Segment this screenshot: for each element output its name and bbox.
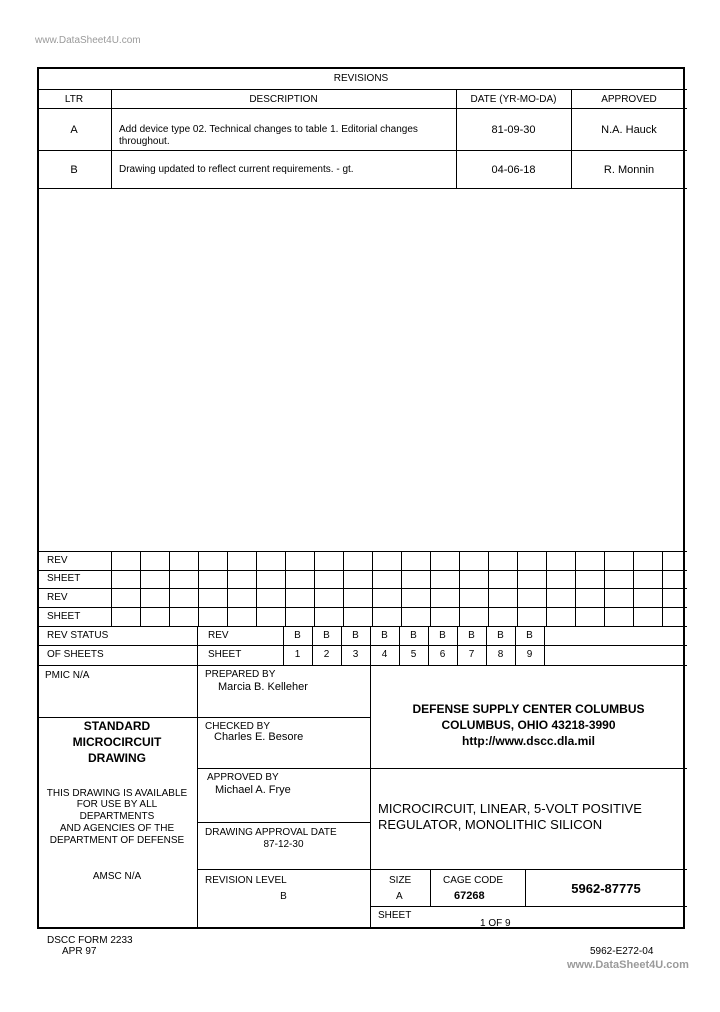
org-url[interactable]: http://www.dscc.dla.mil [462,734,595,748]
pmic-label: PMIC N/A [45,670,90,681]
sheet-number: 7 [468,649,475,660]
grid-line [517,551,518,626]
rev-status-value: B [294,630,301,641]
availability-note: DEPARTMENTS [79,811,155,822]
sheet-number: 1 [294,649,301,660]
rev-date: 04-06-18 [491,164,536,176]
rev-approved: N.A. Hauck [601,124,657,136]
prepared-by-label: PREPARED BY [205,669,276,680]
amsc-label: AMSC N/A [92,871,142,882]
grid-line [198,551,199,626]
drawing-number: 5962-87775 [571,881,641,896]
standard-title: DRAWING [88,751,146,765]
grid-sheet-label: SHEET [47,573,81,584]
rev-description: Add device type 02. Technical changes to table 1. Editorial changes [119,124,418,135]
grid-line [197,626,198,665]
revision-level-label: REVISION LEVEL [205,875,287,886]
grid-line [227,551,228,626]
standard-title: STANDARD [83,719,151,733]
divider [370,768,687,769]
divider [37,665,687,666]
sheet-number: 5 [410,649,417,660]
sheet-of: 1 OF 9 [480,918,511,929]
grid-line [256,551,257,626]
status-sheet-label: SHEET [208,649,242,660]
availability-note: AND AGENCIES OF THE [59,823,175,834]
rev-status-value: B [381,630,388,641]
header-description: DESCRIPTION [249,94,318,105]
checked-by-label: CHECKED BY [205,721,271,732]
size-value: A [396,891,403,902]
drawing-title: REGULATOR, MONOLITHIC SILICON [378,817,603,832]
sheet-number: 3 [352,649,359,660]
grid-sheet-label: SHEET [47,611,81,622]
sheet-number: 9 [526,649,533,660]
rev-status-value: B [526,630,533,641]
grid-rev-label: REV [47,555,68,566]
availability-note: FOR USE BY ALL [76,799,158,810]
divider [197,768,370,769]
grid-line [37,570,687,571]
divider [430,869,431,906]
sheet-number: 4 [381,649,388,660]
divider [197,822,370,823]
grid-line [459,551,460,626]
sheet-number: 6 [439,649,446,660]
org-name: DEFENSE SUPPLY CENTER COLUMBUS [412,702,645,716]
grid-line [430,551,431,626]
rev-ltr: A [70,124,78,136]
divider [197,869,687,870]
grid-line [37,551,687,552]
rev-ltr: B [70,164,78,176]
grid-line [662,551,663,626]
approved-by-label: APPROVED BY [207,772,279,783]
availability-note: DEPARTMENT OF DEFENSE [49,835,185,846]
org-address: COLUMBUS, OHIO 43218-3990 [441,718,616,732]
revisions-title: REVISIONS [333,73,389,84]
grid-line [140,551,141,626]
form-number: DSCC FORM 2233 [47,935,133,946]
rev-status-value: B [410,630,417,641]
checked-by: Charles E. Besore [214,731,304,743]
divider [370,906,687,907]
divider [37,717,197,718]
grid-line [37,645,687,646]
size-label: SIZE [389,875,412,886]
divider [37,188,687,189]
revision-level: B [280,891,287,902]
drawing-title: MICROCIRCUIT, LINEAR, 5-VOLT POSITIVE [378,801,642,816]
header-ltr: LTR [64,94,84,105]
header-approved: APPROVED [601,94,657,105]
grid-line [372,551,373,626]
grid-line [37,626,687,627]
of-sheets-label: OF SHEETS [47,649,104,660]
approved-by: Michael A. Frye [215,784,291,796]
rev-approved: R. Monnin [603,164,655,176]
rev-description: Drawing updated to reflect current requirements. - gt. [119,164,354,175]
grid-line [343,551,344,626]
header-date: DATE (YR-MO-DA) [470,94,557,105]
status-rev-label: REV [208,630,229,641]
divider [197,665,198,929]
grid-line [314,551,315,626]
sheet-number: 8 [497,649,504,660]
form-date: APR 97 [62,946,97,957]
divider [37,89,687,90]
grid-rev-label: REV [47,592,68,603]
standard-title: MICROCIRCUIT [72,735,162,749]
grid-line [575,551,576,626]
rev-status-value: B [323,630,330,641]
grid-line [488,551,489,626]
rev-date: 81-09-30 [491,124,536,136]
divider [111,89,112,188]
grid-line [401,551,402,626]
grid-line [633,551,634,626]
prepared-by: Marcia B. Kelleher [218,681,308,693]
rev-status-value: B [497,630,504,641]
cage-code-label: CAGE CODE [443,875,504,886]
divider [37,108,687,109]
cage-code: 67268 [454,890,485,902]
grid-line [546,551,547,626]
rev-description-cont: throughout. [119,136,170,147]
document-code: 5962-E272-04 [590,946,654,957]
grid-line [285,551,286,626]
grid-line [111,551,112,626]
watermark-bottom: www.DataSheet4U.com [567,959,689,971]
sheet-label: SHEET [378,910,412,921]
approval-date: 87-12-30 [263,839,304,850]
rev-status-value: B [468,630,475,641]
divider [197,717,370,718]
grid-line [604,551,605,626]
divider [37,150,687,151]
grid-line [169,551,170,626]
grid-line [37,588,687,589]
availability-note: THIS DRAWING IS AVAILABLE [46,788,188,799]
sheet-number: 2 [323,649,330,660]
grid-line [544,626,545,665]
approval-date-label: DRAWING APPROVAL DATE [205,827,337,838]
grid-line [37,607,687,608]
rev-status-label: REV STATUS [47,630,109,641]
rev-status-value: B [439,630,446,641]
watermark-top: www.DataSheet4U.com [35,35,141,46]
rev-status-value: B [352,630,359,641]
